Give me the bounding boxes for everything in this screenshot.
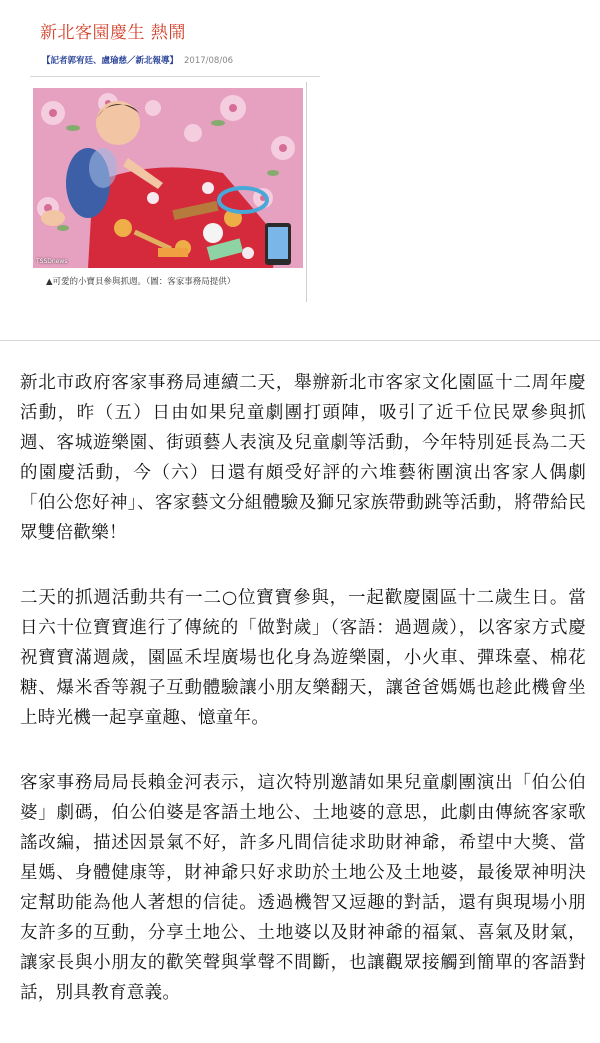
article-headline: 新北客園慶生 熱鬧 bbox=[40, 23, 186, 43]
paragraph-2: 二天的抓週活動共有一二○位寶寶參與，一起歡慶園區十二歲生日。當日六十位寶寶進行了傳統的「做對歲」（客語：過週歲），以客家方式慶祝寶寶滿週歲，園區禾埕廣場也化身為遊樂園，小火車、彈珠臺、棉花糖、爆米香等親子互動體驗讓小朋友樂翻天，讓爸爸媽媽也趁此機會坐上時光機一起享童趣、憶童年。 bbox=[20, 588, 586, 728]
reporter-credit: 【記者郭宥廷、盧瑜慈／新北報導】 bbox=[42, 56, 179, 66]
photo-figure bbox=[30, 82, 307, 302]
divider bbox=[0, 340, 600, 341]
byline bbox=[42, 54, 233, 66]
article-photo bbox=[33, 88, 303, 268]
photo-caption: ▲可愛的小寶貝參與抓週。（圖：客家事務局提供） bbox=[46, 277, 236, 287]
article-header bbox=[30, 0, 320, 77]
paragraph-1: 新北市政府客家事務局連續二天，舉辦新北市客家文化園區十二周年慶活動，昨（五）日由如果兒童劇團打頭陣，吸引了近千位民眾參與抓週、客城遊樂園、街頭藝人表演及兒童劇等活動，今年特別延長為二天的園慶活動，今（六）日還有頗受好評的六堆藝術團演出客家人偶劇「伯公您好神」、客家藝文分組體驗及獅兄家族帶動跳等活動，將帶給民眾雙倍歡樂！ bbox=[20, 373, 586, 543]
publish-date: 2017/08/06 bbox=[184, 56, 234, 66]
photo-illustration bbox=[33, 88, 303, 268]
article-body bbox=[20, 368, 586, 1043]
paragraph-3: 客家事務局局長賴金河表示，這次特別邀請如果兒童劇團演出「伯公伯婆」劇碼，伯公伯婆是客語土地公、土地婆的意思，此劇由傳統客家歌謠改編，描述因景氣不好，許多凡間信徒求助財神爺，希望中大獎、當星媽、身體健康等，財神爺只好求助於土地公及土地婆，最後眾神明決定幫助能為他人著想的信徒。透過機智又逗趣的對話，還有與現場小朋友許多的互動，分享土地公、土地婆以及財神爺的福氣、喜氣及財氣，讓家長與小朋友的歡笑聲與掌聲不間斷，也讓觀眾接觸到簡單的客語對話，別具教育意義。 bbox=[20, 773, 586, 1003]
photo-watermark: TSSDnews bbox=[36, 258, 68, 265]
